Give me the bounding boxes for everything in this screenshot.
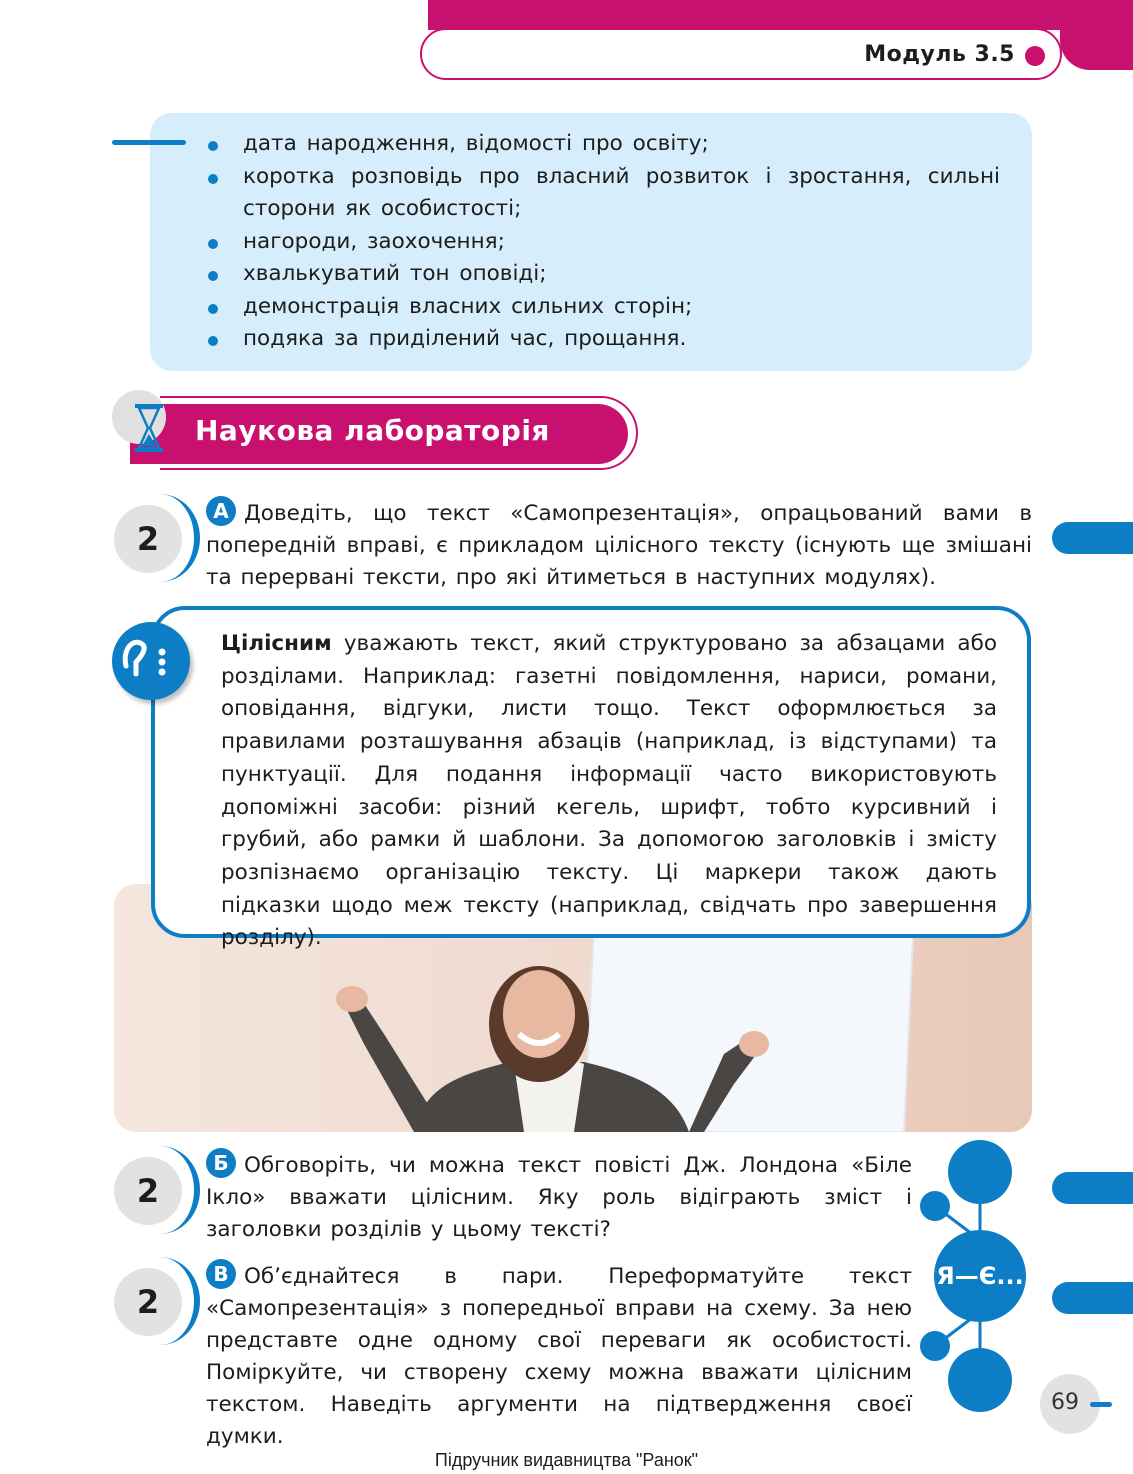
list-item: коротка розповідь про власний розвиток і зростання, сильні сторони як особистості; bbox=[205, 161, 1000, 226]
bubble bbox=[920, 1331, 950, 1361]
page-number-marker bbox=[1090, 1402, 1112, 1407]
list-item: нагороди, заохочення; bbox=[205, 226, 1000, 259]
exercise-a-text bbox=[206, 496, 1032, 594]
side-tab bbox=[1052, 1172, 1133, 1204]
bubble bbox=[920, 1191, 950, 1221]
module-dot-icon bbox=[1025, 46, 1045, 66]
side-tab bbox=[1052, 1282, 1133, 1314]
definition-term: Цілісним bbox=[221, 631, 332, 656]
exercise-b-body: Обговоріть, чи можна текст повісті Дж. Лондона «Біле Ікло» вважати цілісним. Яку роль відіграють зміст і заголовки розділів у цьому тексті? bbox=[206, 1153, 912, 1242]
section-title: Наукова лабораторія bbox=[195, 414, 550, 447]
list-box-marker bbox=[112, 140, 186, 145]
exercise-number: 2 bbox=[114, 1157, 182, 1225]
list-item: подяка за приділений час, прощання. bbox=[205, 323, 1000, 356]
definition-body: уважають текст, який структуровано за абзацами або розділами. Наприклад: газетні повідомлення, нариси, романи, оповідання, відгуки, листи тощо. Текст оформлюється за правилами розташування абзаців (наприклад, із відступами) та пунктуації. Для подання інформації часто використовують допоміжні засоби: різний кегель, шрифт, тобто курсивний і грубий, або рамки й шаблони. За допомогою заголовків і змісту розпізнаємо організацію тексту. Ці маркери також дають підказки щодо меж тексту (наприклад, свідчать про завершення розділу). bbox=[221, 631, 997, 951]
header-band bbox=[428, 0, 1133, 30]
exercise-a-body: Доведіть, що текст «Самопрезентація», опрацьований вами в попередній вправі, є прикладом цілісного тексту (існують ще змішані та перервані тексти, про які йтиметься в наступних модулях). bbox=[206, 501, 1032, 590]
exercise-letter: Б bbox=[206, 1148, 236, 1178]
module-label: Модуль 3.5 bbox=[864, 42, 1015, 67]
exercise-v-text bbox=[206, 1259, 912, 1453]
exercise-letter: А bbox=[206, 496, 236, 526]
exercise-number: 2 bbox=[114, 505, 182, 573]
question-icon bbox=[112, 622, 190, 700]
exercise-b-text bbox=[206, 1148, 912, 1246]
page-number: 69 bbox=[1051, 1390, 1079, 1415]
hourglass-icon bbox=[133, 404, 165, 452]
exercise-v-body: Об’єднайтеся в пари. Переформатуйте текст «Самопрезентація» з попередньої вправи на схему. За нею представте одне одному свої переваги як особистості. Поміркуйте, чи створену схему можна вважати цілісним текстом. Наведіть аргументи на підтвердження своєї думки. bbox=[206, 1264, 912, 1449]
bullet-list bbox=[205, 128, 1000, 356]
header-band-corner bbox=[1060, 0, 1133, 70]
definition-text bbox=[221, 628, 997, 955]
list-item: дата народження, відомості про освіту; bbox=[205, 128, 1000, 161]
footer-text: Підручник видавництва "Ранок" bbox=[434, 1450, 699, 1470]
diagram-center-label: Я—Є... bbox=[936, 1262, 1024, 1290]
list-item: демонстрація власних сильних сторін; bbox=[205, 291, 1000, 324]
side-tab bbox=[1052, 522, 1133, 554]
bubble bbox=[948, 1348, 1012, 1412]
bubble bbox=[948, 1140, 1012, 1204]
exercise-letter: В bbox=[206, 1259, 236, 1289]
exercise-number: 2 bbox=[114, 1268, 182, 1336]
list-item: хвалькуватий тон оповіді; bbox=[205, 258, 1000, 291]
